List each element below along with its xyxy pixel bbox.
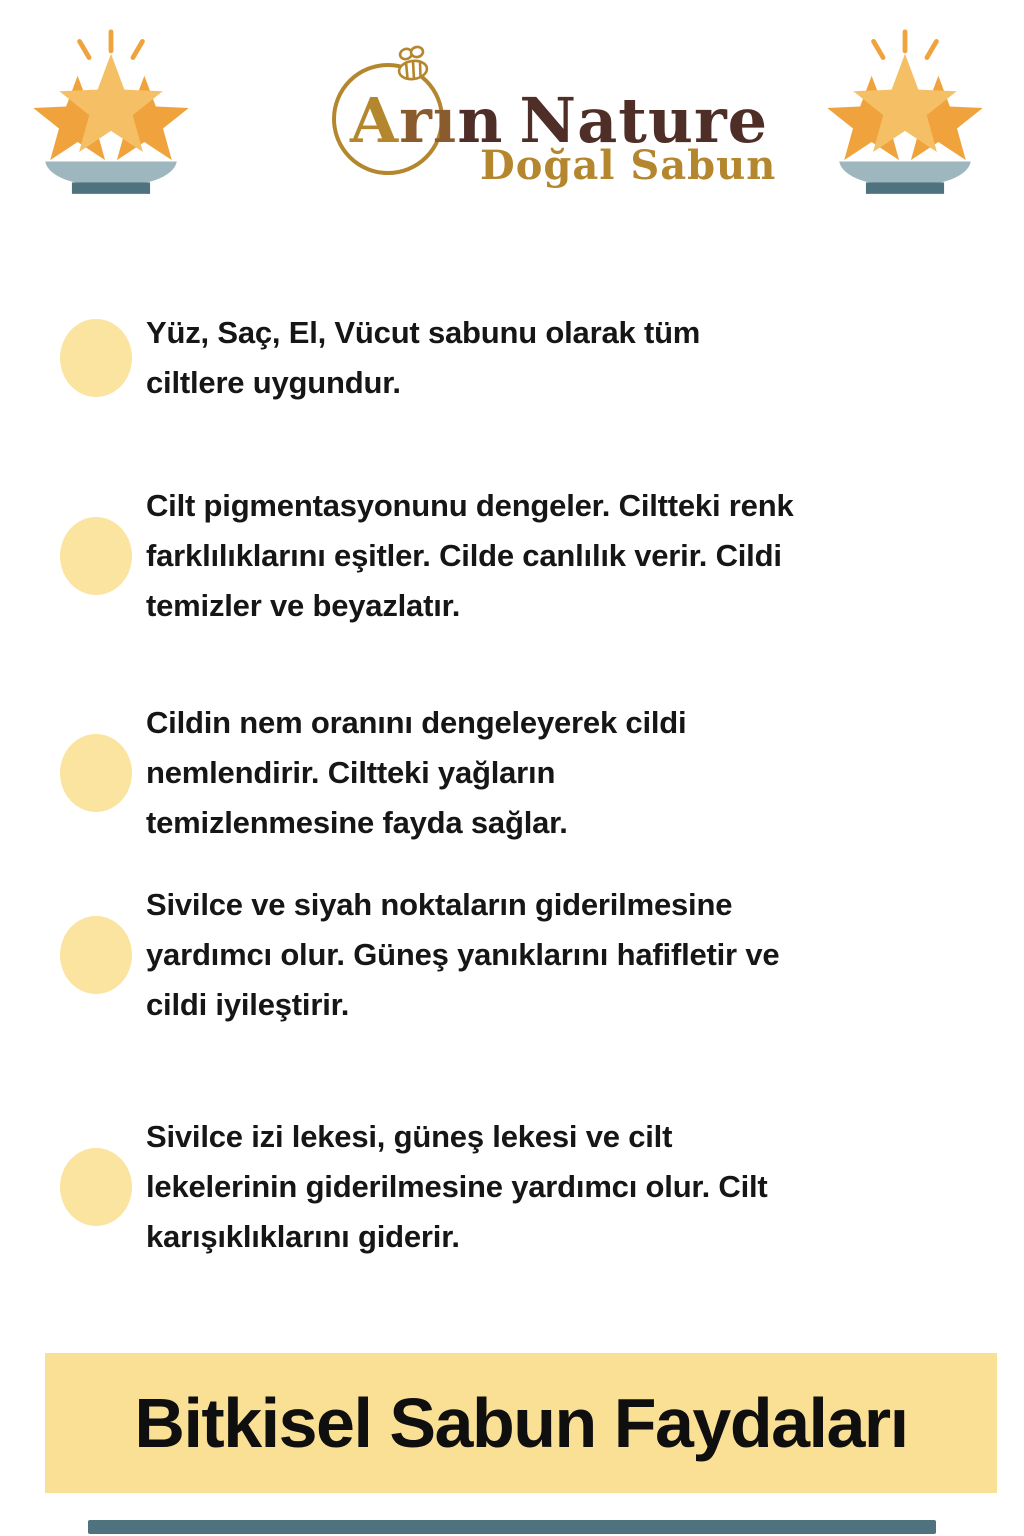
benefit-line: Sivilce ve siyah noktaların giderilmesine xyxy=(146,887,733,922)
benefit-line: yardımcı olur. Güneş yanıklarını hafifletir ve xyxy=(146,937,780,972)
bullet-circle-icon xyxy=(60,734,132,812)
benefit-line: farklılıklarını eşitler. Cilde canlılık verir. Cildi xyxy=(146,538,782,573)
benefit-item xyxy=(60,1112,960,1262)
bullet-circle-icon xyxy=(60,916,132,994)
brand-word-nature: Nature xyxy=(519,84,769,157)
benefit-line: Cilt pigmentasyonunu dengeler. Ciltteki renk xyxy=(146,488,794,523)
stars-on-plate-icon xyxy=(30,22,192,198)
benefit-line: temizler ve beyazlatır. xyxy=(146,588,461,623)
benefit-item xyxy=(60,698,960,848)
benefit-line: Yüz, Saç, El, Vücut sabunu olarak tüm xyxy=(146,315,701,350)
benefit-text xyxy=(146,698,686,848)
benefit-line: Sivilce izi lekesi, güneş lekesi ve cilt xyxy=(146,1119,673,1154)
brand-logo xyxy=(328,50,777,190)
benefit-text xyxy=(146,481,793,631)
brand-tagline: Doğal Sabun xyxy=(480,142,777,189)
brand-letter-a: A xyxy=(350,84,400,157)
bullet-circle-icon xyxy=(60,1148,132,1226)
brand-letters-mid: rı xyxy=(399,84,458,157)
benefit-line: cildi iyileştirir. xyxy=(146,987,350,1022)
benefit-text xyxy=(146,308,700,408)
bullet-circle-icon xyxy=(60,319,132,397)
benefit-item xyxy=(60,880,960,1030)
page-title: Bitkisel Sabun Faydaları xyxy=(134,1384,908,1462)
brand-letter-n: n xyxy=(457,84,504,157)
bee-icon xyxy=(386,44,440,86)
benefit-line: nemlendirir. Ciltteki yağların xyxy=(146,755,556,790)
benefit-line: lekelerinin giderilmesine yardımcı olur. Cilt xyxy=(146,1169,768,1204)
benefit-line: karışıklıklarını giderir. xyxy=(146,1219,460,1254)
benefit-line: temizlenmesine fayda sağlar. xyxy=(146,805,568,840)
footer-accent-bar xyxy=(88,1520,936,1534)
bullet-circle-icon xyxy=(60,517,132,595)
stars-on-plate-icon xyxy=(824,22,986,198)
title-banner xyxy=(45,1353,997,1493)
benefit-line: Cildin nem oranını dengeleyerek cildi xyxy=(146,705,687,740)
benefit-item xyxy=(60,481,960,631)
benefit-text xyxy=(146,880,779,1030)
benefit-item xyxy=(60,308,960,408)
benefit-line: ciltlere uygundur. xyxy=(146,365,401,400)
benefit-text xyxy=(146,1112,768,1262)
